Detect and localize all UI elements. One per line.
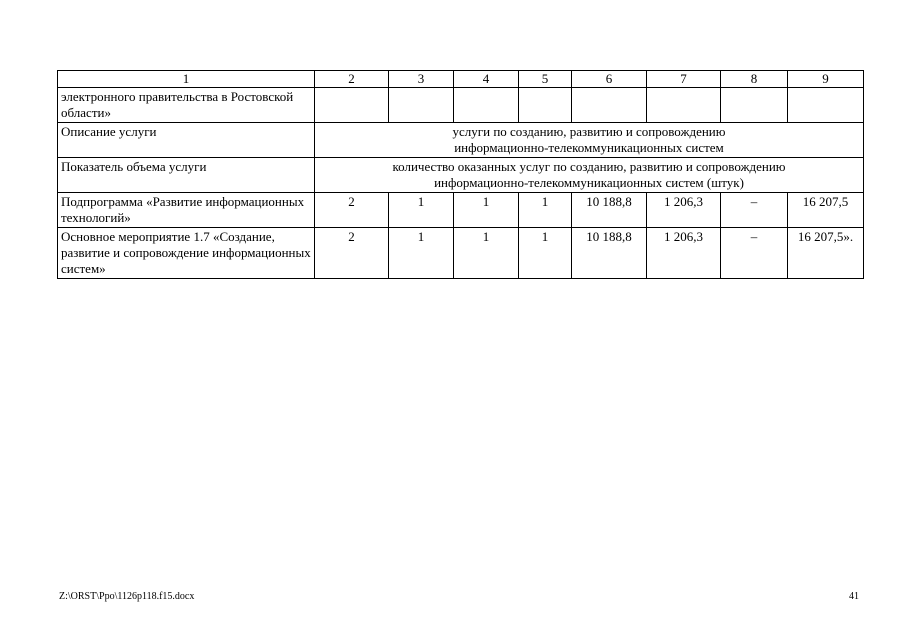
header-cell: 6 (572, 71, 647, 88)
value-cell: – (721, 193, 788, 228)
table-header-row (58, 71, 864, 88)
row-description: Показатель объема услуги (58, 158, 315, 193)
value-cell: – (721, 228, 788, 279)
table-row (58, 123, 864, 158)
header-cell: 9 (788, 71, 864, 88)
header-cell: 7 (647, 71, 721, 88)
value-cell: 1 206,3 (647, 228, 721, 279)
row-description: электронного правительства в Ростовской области» (58, 88, 315, 123)
header-cell: 2 (315, 71, 389, 88)
header-cell: 5 (519, 71, 572, 88)
value-cell: 1 (454, 228, 519, 279)
footer-file-path: Z:\ORST\Ppo\1126p118.f15.docx (59, 591, 195, 602)
table-row (58, 228, 864, 279)
value-cell: 1 (519, 193, 572, 228)
table-row (58, 88, 864, 123)
value-cell: 1 (519, 228, 572, 279)
merged-value-cell: количество оказанных услуг по созданию, развитию и сопровождению информационно-телекоммуникационных систем (штук) (315, 158, 864, 193)
header-cell: 3 (389, 71, 454, 88)
empty-cell (315, 88, 389, 123)
row-description: Основное мероприятие 1.7 «Создание, развитие и сопровождение информационных систем» (58, 228, 315, 279)
merged-value-cell: услуги по созданию, развитию и сопровождению информационно-телекоммуникационных систем (315, 123, 864, 158)
empty-cell (721, 88, 788, 123)
row-description: Подпрограмма «Развитие информационных технологий» (58, 193, 315, 228)
data-table (57, 70, 864, 279)
empty-cell (519, 88, 572, 123)
value-cell: 10 188,8 (572, 193, 647, 228)
row-description: Описание услуги (58, 123, 315, 158)
header-cell: 8 (721, 71, 788, 88)
header-cell: 4 (454, 71, 519, 88)
value-cell: 2 (315, 228, 389, 279)
header-cell: 1 (58, 71, 315, 88)
value-cell: 1 (454, 193, 519, 228)
empty-cell (454, 88, 519, 123)
value-cell: 2 (315, 193, 389, 228)
table-row (58, 158, 864, 193)
value-cell: 16 207,5». (788, 228, 864, 279)
value-cell: 1 206,3 (647, 193, 721, 228)
table-row (58, 193, 864, 228)
value-cell: 1 (389, 228, 454, 279)
value-cell: 16 207,5 (788, 193, 864, 228)
empty-cell (389, 88, 454, 123)
empty-cell (647, 88, 721, 123)
footer-page-number: 41 (849, 591, 859, 602)
value-cell: 10 188,8 (572, 228, 647, 279)
empty-cell (788, 88, 864, 123)
empty-cell (572, 88, 647, 123)
value-cell: 1 (389, 193, 454, 228)
